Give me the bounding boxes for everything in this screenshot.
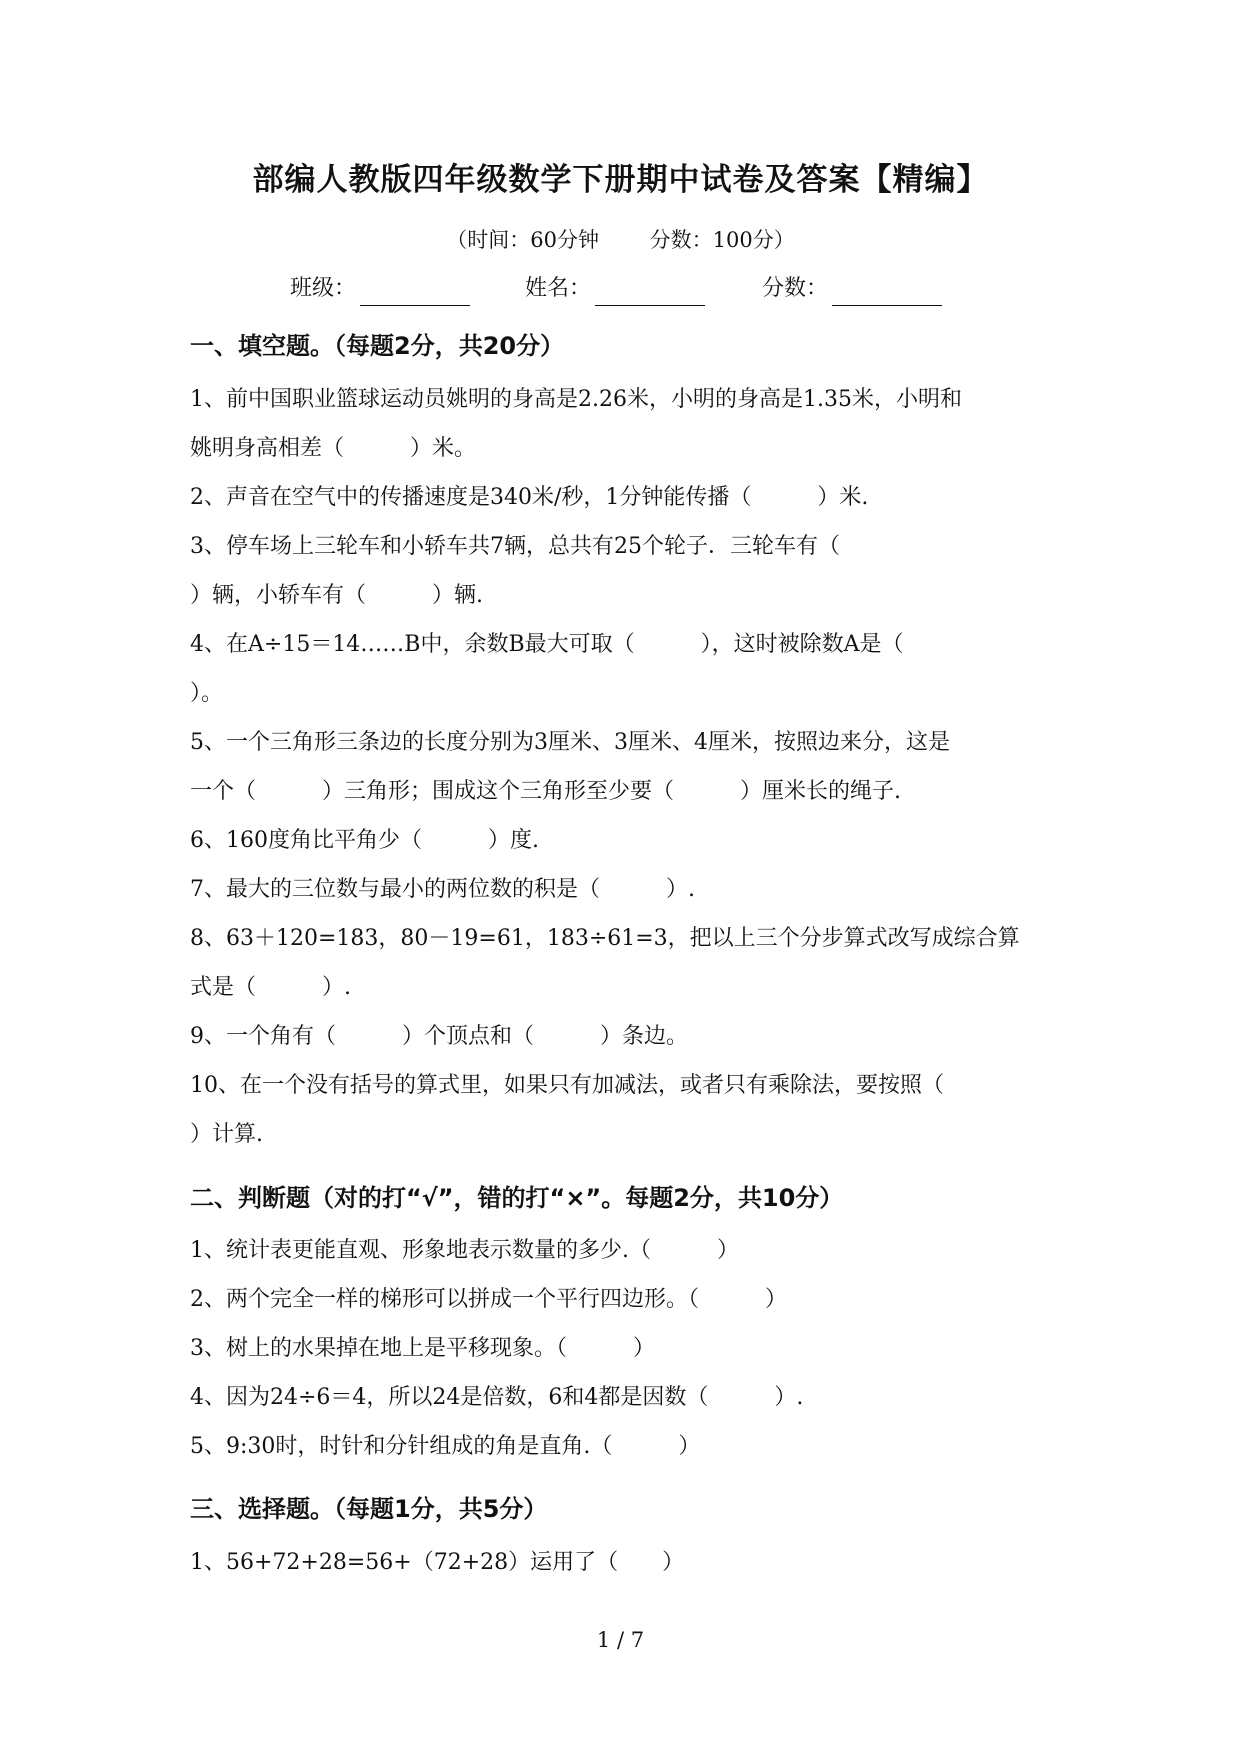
name-field xyxy=(525,272,705,306)
question-line: 9、一个角有（ ）个顶点和（ ）条边。 xyxy=(190,1024,688,1049)
question-line: 8、63＋120=183，80－19=61，183÷61=3，把以上三个分步算式改写成综合算 xyxy=(190,926,1020,951)
question-line: 1、56+72+28=56+（72+28）运用了（ ） xyxy=(190,1550,685,1575)
question-line: 2、声音在空气中的传播速度是340米/秒，1分钟能传播（ ）米. xyxy=(190,485,869,510)
page-number: 1 / 7 xyxy=(596,1628,645,1652)
question-line: ）辆，小轿车有（ ）辆. xyxy=(190,583,483,608)
question-line: 1、前中国职业篮球运动员姚明的身高是2.26米，小明的身高是1.35米，小明和 xyxy=(190,387,962,412)
exam-meta xyxy=(0,225,1241,255)
question-line: ）计算. xyxy=(190,1122,263,1147)
question-line: 一个（ ）三角形；围成这个三角形至少要（ ）厘米长的绳子. xyxy=(190,779,901,804)
section-title-multiple-choice: 三、选择题。（每题1分，共5分） xyxy=(190,1495,548,1523)
section-title-fill-blank: 一、填空题。（每题2分，共20分） xyxy=(190,332,565,360)
section-title-true-false: 二、判断题（对的打“√”，错的打“×”。每题2分，共10分） xyxy=(190,1184,844,1212)
exam-time: （时间：60分钟 xyxy=(446,228,599,252)
page-title: 部编人教版四年级数学下册期中试卷及答案【精编】 xyxy=(252,162,989,198)
question-line: ）。 xyxy=(190,681,224,706)
question-line: 式是（ ）. xyxy=(190,975,351,1000)
name-label: 姓名： xyxy=(525,276,592,301)
question-line: 2、两个完全一样的梯形可以拼成一个平行四边形。（ ） xyxy=(190,1287,787,1312)
question-line: 4、在A÷15＝14……B中，余数B最大可取（ ），这时被除数A是（ xyxy=(190,632,904,657)
class-field xyxy=(290,272,470,306)
score-blank[interactable] xyxy=(832,281,942,306)
class-blank[interactable] xyxy=(360,281,470,306)
question-line: 1、统计表更能直观、形象地表示数量的多少.（ ） xyxy=(190,1238,739,1263)
question-line: 10、在一个没有括号的算式里，如果只有加减法，或者只有乘除法，要按照（ xyxy=(190,1073,944,1098)
question-line: 6、160度角比平角少（ ）度. xyxy=(190,828,539,853)
question-line: 4、因为24÷6＝4，所以24是倍数，6和4都是因数（ ）. xyxy=(190,1385,804,1410)
question-line: 3、停车场上三轮车和小轿车共7辆，总共有25个轮子．三轮车有（ xyxy=(190,534,840,559)
question-line: 7、最大的三位数与最小的两位数的积是（ ）. xyxy=(190,877,695,902)
class-label: 班级： xyxy=(290,276,357,301)
student-info-row xyxy=(290,272,990,306)
question-line: 5、一个三角形三条边的长度分别为3厘米、3厘米、4厘米，按照边来分，这是 xyxy=(190,730,950,755)
question-line: 姚明身高相差（ ）米。 xyxy=(190,436,477,461)
question-line: 5、9:30时，时针和分针组成的角是直角.（ ） xyxy=(190,1434,701,1459)
score-field xyxy=(762,272,942,306)
name-blank[interactable] xyxy=(595,281,705,306)
exam-score: 分数：100分） xyxy=(649,228,795,252)
score-label: 分数： xyxy=(762,276,829,301)
question-line: 3、树上的水果掉在地上是平移现象。（ ） xyxy=(190,1336,655,1361)
